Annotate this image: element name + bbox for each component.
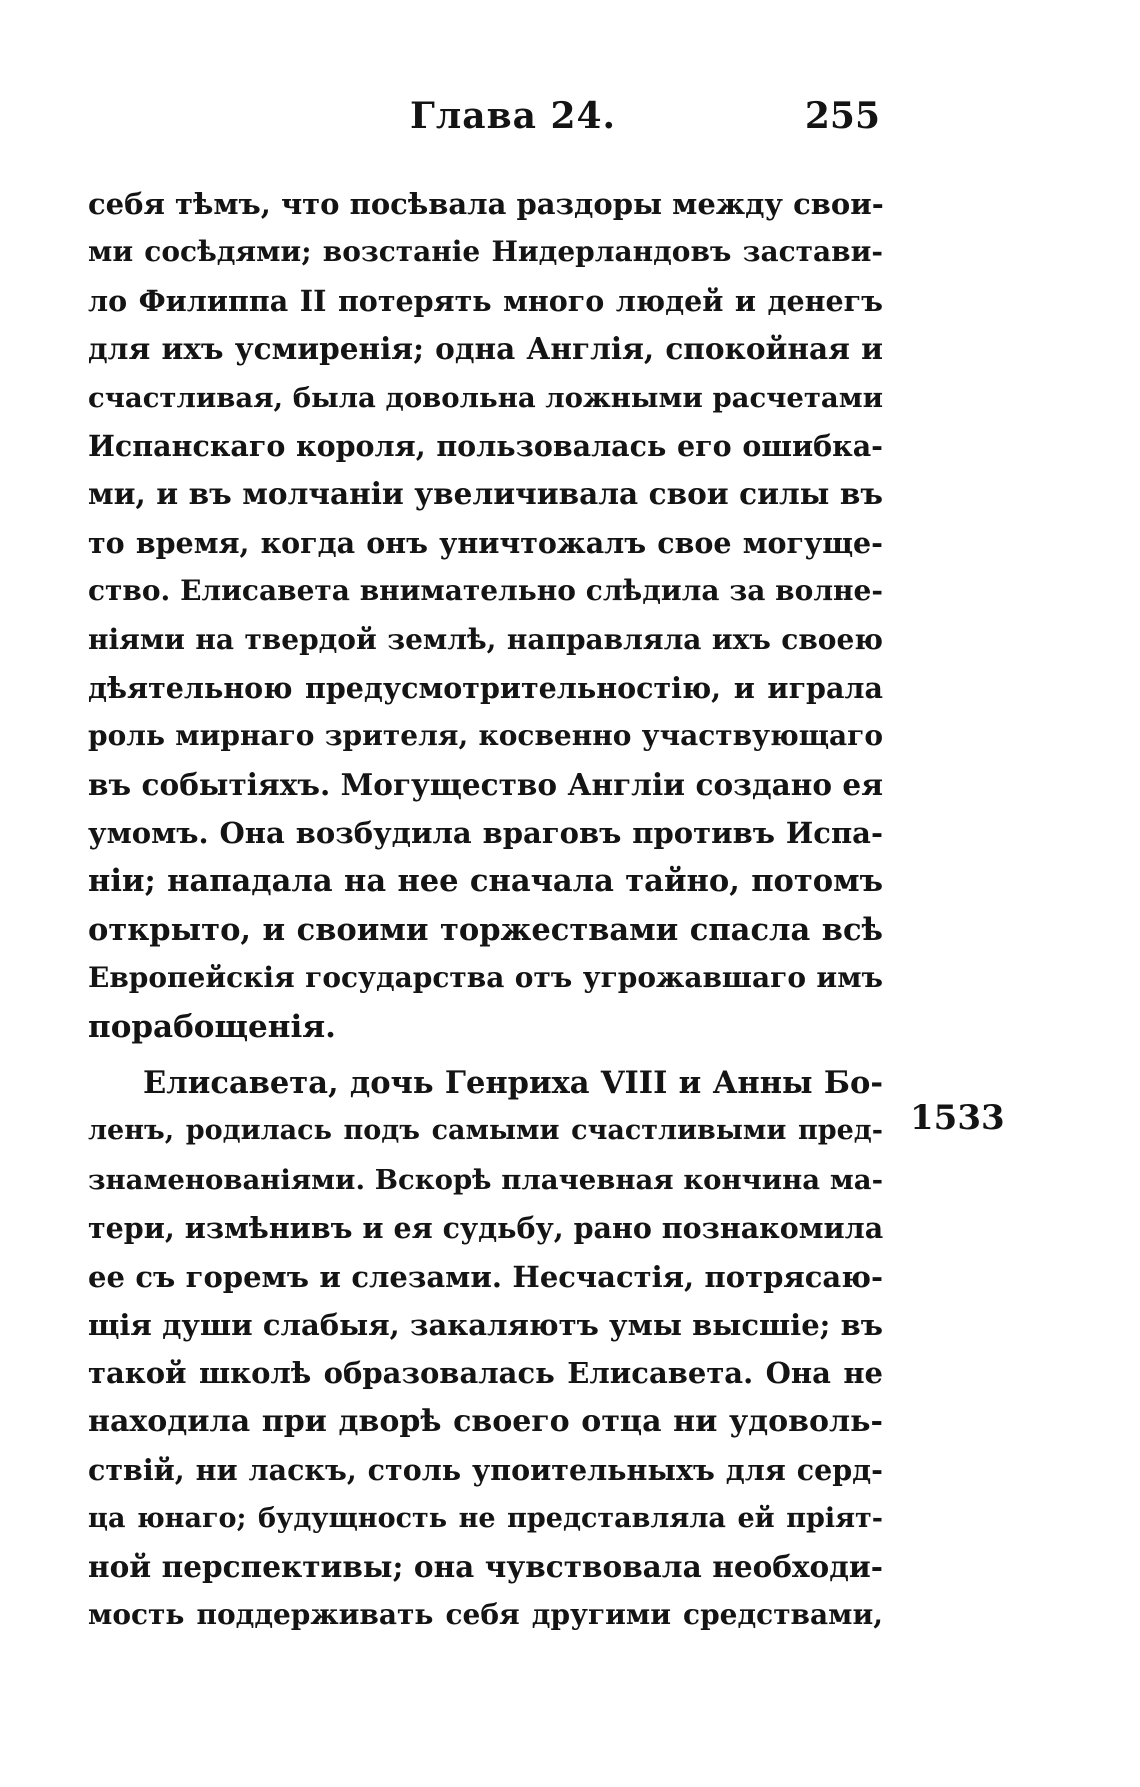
page-header	[90, 95, 880, 145]
text-line: порабощенія.	[88, 1008, 336, 1045]
text-line: умомъ. Она возбудила враговъ противъ Испа-	[88, 816, 883, 851]
text-line: щія души слабыя, закаляютъ умы высшіе; въ	[88, 1307, 883, 1342]
text-line: то время, когда онъ уничтожалъ свое могуще-	[88, 525, 883, 560]
text-line: ніями на твердой землѣ, направляла ихъ своею	[88, 622, 883, 656]
text-line: знаменованіями. Вскорѣ плачевная кончина ма-	[88, 1163, 883, 1196]
text-line: ніи; нападала на нее сначала тайно, потомъ	[88, 863, 883, 900]
text-line: ми сосѣдями; возстаніе Нидерландовъ застави-	[88, 235, 883, 269]
text-line: мость поддерживать себя другими средствами,	[88, 1598, 883, 1632]
text-line: ло Филиппа II потерять много людей и денегъ	[88, 283, 883, 318]
text-line: такой школѣ образовалась Елисавета. Она не	[88, 1356, 883, 1391]
text-line: роль мирнаго зрителя, косвенно участвующаго	[88, 719, 883, 753]
paragraph-1	[88, 180, 883, 1051]
text-line: дѣятельною предусмотрительностію, и играла	[88, 670, 883, 705]
text-line: ной перспективы; она чувствовала необходи-	[88, 1548, 883, 1584]
paragraph-2	[88, 1059, 883, 1640]
text-line: ца юнаго; будущность не представляла ей пріят-	[88, 1502, 883, 1534]
text-line: счастливая, была довольна ложными расчетами	[88, 381, 883, 414]
text-line: для ихъ усмиренія; одна Англія, спокойная и	[88, 331, 883, 367]
page-number: 255	[804, 95, 880, 137]
text-line: тери, измѣнивъ и ея судьбу, рано познакомила	[88, 1211, 884, 1246]
body-text	[88, 180, 883, 1640]
text-line: въ событіяхъ. Могущество Англіи создано ея	[88, 766, 883, 802]
text-line: ство. Елисавета внимательно слѣдила за волне-	[88, 574, 883, 608]
margin-year-note: 1533	[910, 1098, 1005, 1138]
text-line: ми, и въ молчаніи увеличивала свои силы въ	[88, 476, 883, 512]
text-line: находила при дворѣ своего отца ни удоволь-	[88, 1403, 883, 1439]
running-title: Глава 24.	[410, 95, 617, 137]
text-line: ленъ, родилась подъ самыми счастливыми пред-	[88, 1115, 883, 1147]
text-line: Европейскія государства отъ угрожавшаго имъ	[88, 961, 883, 995]
text-line: Испанскаго короля, пользовалась его ошибка-	[88, 428, 883, 463]
text-line: открыто, и своими торжествами спасла всѣ	[88, 911, 883, 948]
text-line: себя тѣмъ, что посѣвала раздоры между свои-	[88, 187, 884, 221]
text-line: ее съ горемъ и слезами. Несчастія, потрясаю-	[88, 1259, 883, 1294]
text-line: ствій, ни ласкъ, столь упоительныхъ для серд-	[88, 1453, 883, 1488]
text-line: Елисавета, дочь Генриха VIII и Анны Бо-	[143, 1065, 883, 1102]
